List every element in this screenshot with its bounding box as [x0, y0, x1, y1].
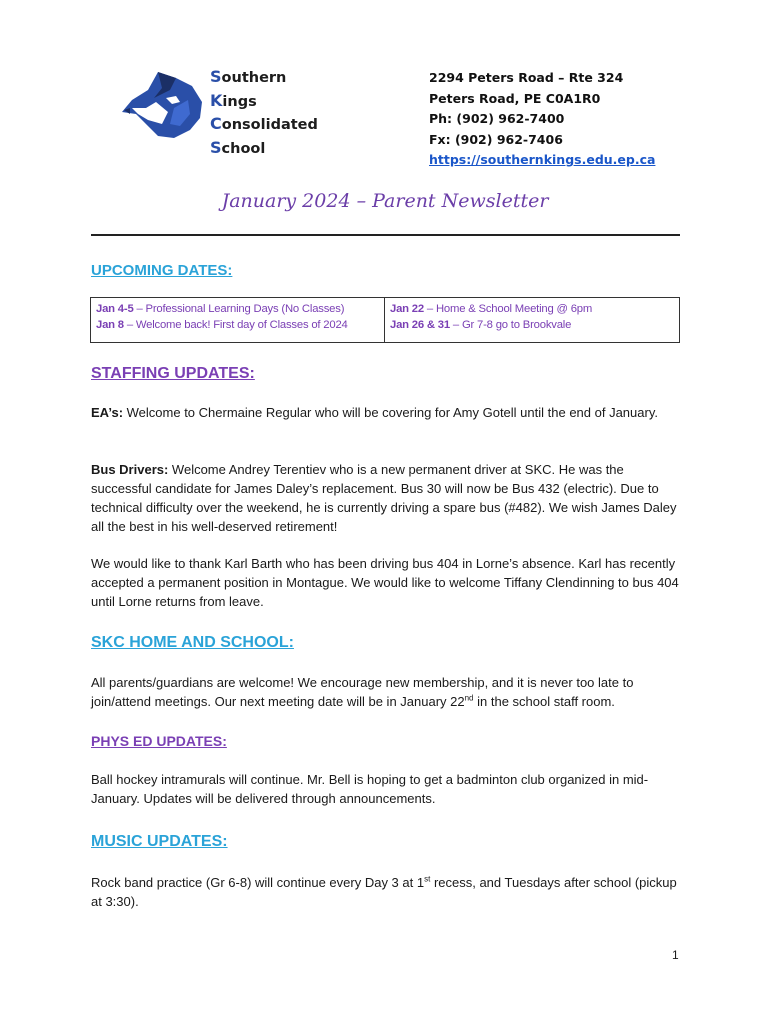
- date-item: Jan 22 – Home & School Meeting @ 6pm: [390, 303, 593, 315]
- phys-ed-paragraph: Ball hockey intramurals will continue. Mr. Bell is hoping to get a badminton club organized in mid-January. Updates will be delivered through announcements.: [91, 772, 649, 806]
- upcoming-dates-table: [90, 297, 680, 343]
- bus-drivers-paragraph: Bus Drivers: Welcome Andrey Terentiev who is a new permanent driver at SKC. He was the successful candidate for James Daley’s replacement. Bus 30 will now be Bus 432 (electric). Due to technical difficulty over the weekend, he is currently driving a spare bus (#482). We wish James Daley all the best in his well-deserved retirement!: [91, 462, 677, 534]
- date-item: Jan 26 & 31 – Gr 7-8 go to Brookvale: [390, 319, 572, 331]
- school-name-line: Consolidated: [210, 114, 318, 133]
- page-number: 1: [672, 948, 679, 962]
- bus-drivers-label: Bus Drivers:: [91, 462, 169, 477]
- home-school-paragraph: All parents/guardians are welcome! We encourage new membership, and it is never too late to join/attend meetings. Our next meeting date will be in January 22nd in the school staff room.: [91, 675, 634, 709]
- address-line-1: 2294 Peters Road – Rte 324: [429, 70, 624, 85]
- music-heading: MUSIC UPDATES:: [91, 833, 228, 850]
- address-line-2: Peters Road, PE C0A1R0: [429, 90, 601, 106]
- ea-label: EA’s:: [91, 405, 124, 420]
- phys-ed-heading: PHYS ED UPDATES:: [91, 733, 227, 749]
- school-name-line: Southern: [210, 67, 287, 86]
- music-paragraph: Rock band practice (Gr 6-8) will continue every Day 3 at 1st recess, and Tuesdays after school (pickup at 3:30).: [91, 874, 677, 909]
- staffing-heading: STAFFING UPDATES:: [91, 365, 255, 382]
- title-divider: [91, 234, 680, 236]
- phone-number: Ph: (902) 962-7400: [429, 111, 565, 126]
- home-school-heading: SKC HOME AND SCHOOL:: [91, 634, 294, 651]
- dates-column-right: [385, 298, 680, 343]
- fax-number: Fx: (902) 962-7406: [429, 131, 563, 147]
- date-item: Jan 8 – Welcome back! First day of Classes of 2024: [96, 319, 348, 331]
- ea-paragraph: EA’s: Welcome to Chermaine Regular who will be covering for Amy Gotell until the end of January.: [91, 405, 658, 420]
- school-name-line: Kings: [210, 90, 257, 110]
- contact-block: [429, 68, 655, 171]
- dates-column-left: [91, 298, 385, 343]
- date-item: Jan 4-5 – Professional Learning Days (No Classes): [96, 303, 345, 315]
- school-name-line: School: [210, 137, 266, 157]
- thanks-paragraph: We would like to thank Karl Barth who has been driving bus 404 in Lorne’s absence. Karl has recently accepted a permanent position in Montague. We would like to welcome Tiffany Clendinning to bus 404 until Lorne returns from leave.: [91, 556, 679, 609]
- upcoming-dates-heading: UPCOMING DATES:: [91, 262, 233, 279]
- newsletter-title: January 2024 – Parent Newsletter: [221, 190, 549, 212]
- school-name: [210, 66, 318, 160]
- website-link[interactable]: https://southernkings.edu.ep.ca: [429, 152, 656, 167]
- husky-logo-icon: [118, 68, 208, 140]
